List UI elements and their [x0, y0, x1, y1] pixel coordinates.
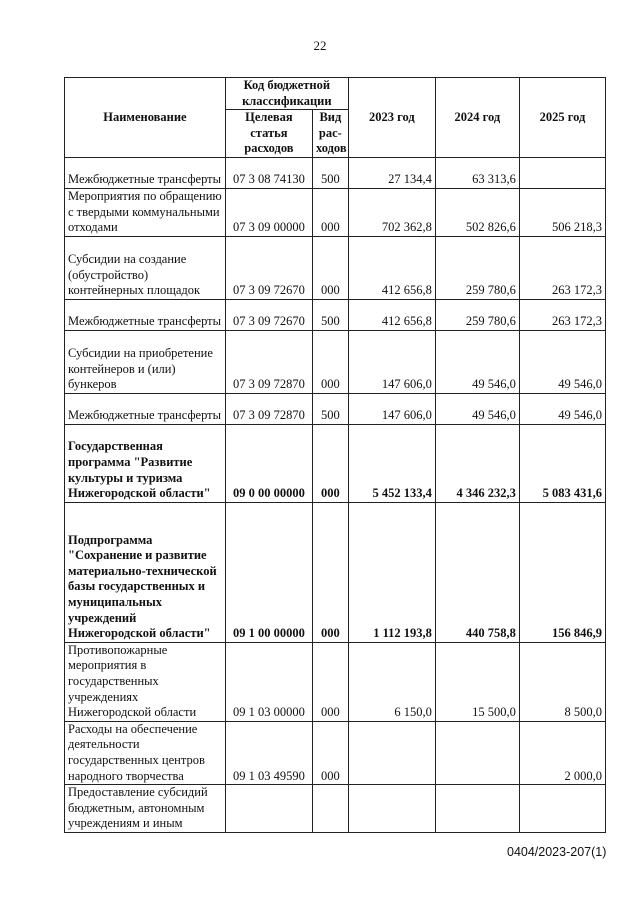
row-name: Расходы на обеспечение деятельности государственных центров народного творчества	[65, 721, 226, 784]
row-amount-2025: 5 083 431,6	[519, 424, 605, 502]
table-row	[65, 502, 606, 642]
row-amount-2023: 702 362,8	[348, 188, 435, 236]
row-amount-2025: 49 546,0	[519, 393, 605, 424]
row-name: Предоставление субсидий бюджетным, автономным учреждениям и иным	[65, 785, 226, 833]
row-amount-2023	[348, 785, 435, 833]
row-target-code: 07 3 09 72670	[225, 236, 312, 299]
table-body	[65, 157, 606, 832]
row-amount-2024: 63 313,6	[435, 157, 519, 188]
table-row	[65, 424, 606, 502]
header-target: Целевая статья расходов	[225, 110, 312, 158]
table-row	[65, 157, 606, 188]
row-amount-2024: 259 780,6	[435, 236, 519, 299]
row-expense-kind: 500	[312, 393, 348, 424]
row-expense-kind: 500	[312, 157, 348, 188]
page-number: 22	[313, 38, 327, 53]
row-amount-2025: 263 172,3	[519, 299, 605, 330]
row-amount-2024: 259 780,6	[435, 299, 519, 330]
row-name: Межбюджетные трансферты	[65, 393, 226, 424]
row-amount-2025	[519, 157, 605, 188]
header-2023: 2023 год	[348, 78, 435, 158]
table-row	[65, 785, 606, 833]
row-amount-2023	[348, 721, 435, 784]
row-amount-2024: 502 826,6	[435, 188, 519, 236]
row-amount-2023: 147 606,0	[348, 393, 435, 424]
row-target-code: 07 3 08 74130	[225, 157, 312, 188]
row-expense-kind: 000	[312, 721, 348, 784]
row-target-code: 07 3 09 00000	[225, 188, 312, 236]
table-row	[65, 188, 606, 236]
row-amount-2025: 8 500,0	[519, 642, 605, 721]
row-amount-2025	[519, 785, 605, 833]
row-amount-2023: 5 452 133,4	[348, 424, 435, 502]
row-target-code	[225, 785, 312, 833]
row-name: Мероприятия по обращению с твердыми коммунальными отходами	[65, 188, 226, 236]
row-amount-2025: 156 846,9	[519, 502, 605, 642]
row-expense-kind: 000	[312, 642, 348, 721]
row-name: Субсидии на создание (обустройство) контейнерных площадок	[65, 236, 226, 299]
table-row	[65, 330, 606, 393]
row-expense-kind: 000	[312, 424, 348, 502]
row-amount-2023: 27 134,4	[348, 157, 435, 188]
header-name: Наименование	[65, 78, 226, 158]
row-expense-kind	[312, 785, 348, 833]
row-amount-2025: 2 000,0	[519, 721, 605, 784]
row-expense-kind: 500	[312, 299, 348, 330]
row-target-code: 07 3 09 72870	[225, 330, 312, 393]
table-row	[65, 236, 606, 299]
row-expense-kind: 000	[312, 330, 348, 393]
row-amount-2023: 412 656,8	[348, 299, 435, 330]
row-amount-2025: 263 172,3	[519, 236, 605, 299]
row-amount-2024	[435, 721, 519, 784]
row-name: Противопожарные мероприятия в государственных учреждениях Нижегородской области	[65, 642, 226, 721]
row-name: Субсидии на приобретение контейнеров и (или) бункеров	[65, 330, 226, 393]
header-code-group: Код бюджетной классификации	[225, 78, 348, 110]
row-name: Межбюджетные трансферты	[65, 157, 226, 188]
row-expense-kind: 000	[312, 236, 348, 299]
table-row	[65, 393, 606, 424]
row-target-code: 09 1 00 00000	[225, 502, 312, 642]
row-amount-2024: 440 758,8	[435, 502, 519, 642]
row-amount-2024: 4 346 232,3	[435, 424, 519, 502]
row-name: Подпрограмма "Сохранение и развитие материально-технической базы государственных и муниципальных учреждений Нижегородской области"	[65, 502, 226, 642]
budget-table	[64, 77, 606, 833]
row-amount-2023: 1 112 193,8	[348, 502, 435, 642]
row-expense-kind: 000	[312, 188, 348, 236]
row-name: Государственная программа "Развитие культуры и туризма Нижегородской области"	[65, 424, 226, 502]
row-name: Межбюджетные трансферты	[65, 299, 226, 330]
header-2024: 2024 год	[435, 78, 519, 158]
table-row	[65, 721, 606, 784]
table-row	[65, 642, 606, 721]
row-amount-2024: 15 500,0	[435, 642, 519, 721]
header-2025: 2025 год	[519, 78, 605, 158]
row-amount-2023: 147 606,0	[348, 330, 435, 393]
table-header	[65, 78, 606, 158]
row-target-code: 07 3 09 72870	[225, 393, 312, 424]
row-amount-2025: 49 546,0	[519, 330, 605, 393]
header-kind: Вид рас-ходов	[312, 110, 348, 158]
row-target-code: 09 1 03 49590	[225, 721, 312, 784]
row-amount-2025: 506 218,3	[519, 188, 605, 236]
row-amount-2024: 49 546,0	[435, 330, 519, 393]
row-amount-2024	[435, 785, 519, 833]
table-row	[65, 299, 606, 330]
row-target-code: 09 1 03 00000	[225, 642, 312, 721]
row-target-code: 07 3 09 72670	[225, 299, 312, 330]
document-number: 0404/2023-207(1)	[507, 845, 607, 859]
row-amount-2024: 49 546,0	[435, 393, 519, 424]
row-target-code: 09 0 00 00000	[225, 424, 312, 502]
row-expense-kind: 000	[312, 502, 348, 642]
row-amount-2023: 412 656,8	[348, 236, 435, 299]
row-amount-2023: 6 150,0	[348, 642, 435, 721]
